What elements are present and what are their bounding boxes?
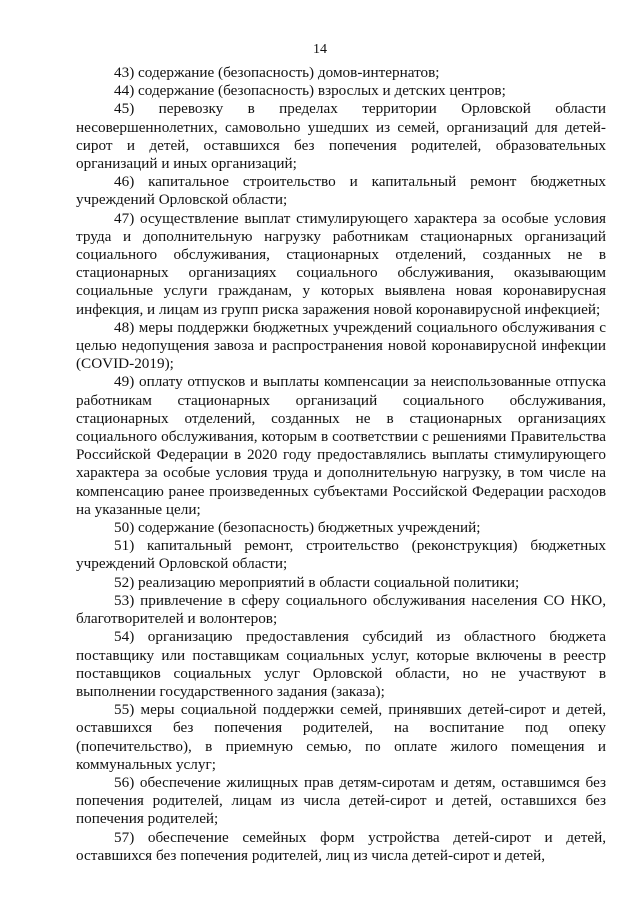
list-item-49: 49) оплату отпусков и выплаты компенсации за неиспользованные отпуска работникам стационарных организаций социального обслуживания, стационарных отделений, созданных не в стационарных организациях социального обслуживания, которым в соответствии с решениями Правительства Российской Федерации в 2020 году предоставлялись выплаты стимулирующего характера за особые условия труда и дополнительную нагрузку, в том числе на компенсацию ранее произведенных субъектами Российской Федерации расходов на указанные цели; xyxy=(76,373,606,518)
list-item-54: 54) организацию предоставления субсидий из областного бюджета поставщику или поставщикам социальных услуг, которые включены в реестр поставщиков социальных услуг Орловской области, но не участвуют в выполнении государственного задания (заказа); xyxy=(76,628,606,700)
list-item-53: 53) привлечение в сферу социального обслуживания населения СО НКО, благотворителей и волонтеров; xyxy=(76,591,606,628)
list-item-55: 55) меры социальной поддержки семей, принявших детей-сирот и детей, оставшихся без попечения родителей, на воспитание под опеку (попечительство), в приемную семью, по оплате жилого помещения и коммунальных услуг; xyxy=(76,701,606,773)
list-item-46: 46) капитальное строительство и капитальный ремонт бюджетных учреждений Орловской области; xyxy=(76,173,606,209)
page-number: 14 xyxy=(313,42,327,57)
list-item-57: 57) обеспечение семейных форм устройства детей-сирот и детей, оставшихся без попечения родителей, лиц из числа детей-сирот и детей, xyxy=(76,828,606,864)
list-item-56: 56) обеспечение жилищных прав детям-сиротам и детям, оставшимся без попечения родителей, лицам из числа детей-сирот и детей, оставшихся без попечения родителей; xyxy=(76,773,606,828)
list-item-48: 48) меры поддержки бюджетных учреждений социального обслуживания с целью недопущения завоза и распространения новой коронавирусной инфекции (COVID-2019); xyxy=(76,318,606,373)
list-item-44: 44) содержание (безопасность) взрослых и детских центров; xyxy=(114,82,506,100)
list-item-50: 50) содержание (безопасность) бюджетных учреждений; xyxy=(114,519,481,537)
document-body xyxy=(76,64,606,865)
list-item-43: 43) содержание (безопасность) домов-интернатов; xyxy=(114,64,440,81)
list-item-52: 52) реализацию мероприятий в области социальной политики; xyxy=(114,573,520,591)
list-item-47: 47) осуществление выплат стимулирующего характера за особые условия труда и дополнительную нагрузку работникам стационарных организаций социального обслуживания, стационарных отделений, созданных не в стационарных организациях социального обслуживания, оказывающим социальные услуги гражданам, у которых выявлена новая коронавирусная инфекция, и лицам из групп риска заражения новой коронавирусной инфекцией; xyxy=(76,209,606,318)
list-item-45: 45) перевозку в пределах территории Орловской области несовершеннолетних, самовольно ушедших из семей, организаций для детей-сирот и детей, оставшихся без попечения родителей, образовательных организаций и иных организаций; xyxy=(76,100,606,173)
list-item-51: 51) капитальный ремонт, строительство (реконструкция) бюджетных учреждений Орловской области; xyxy=(76,537,606,573)
